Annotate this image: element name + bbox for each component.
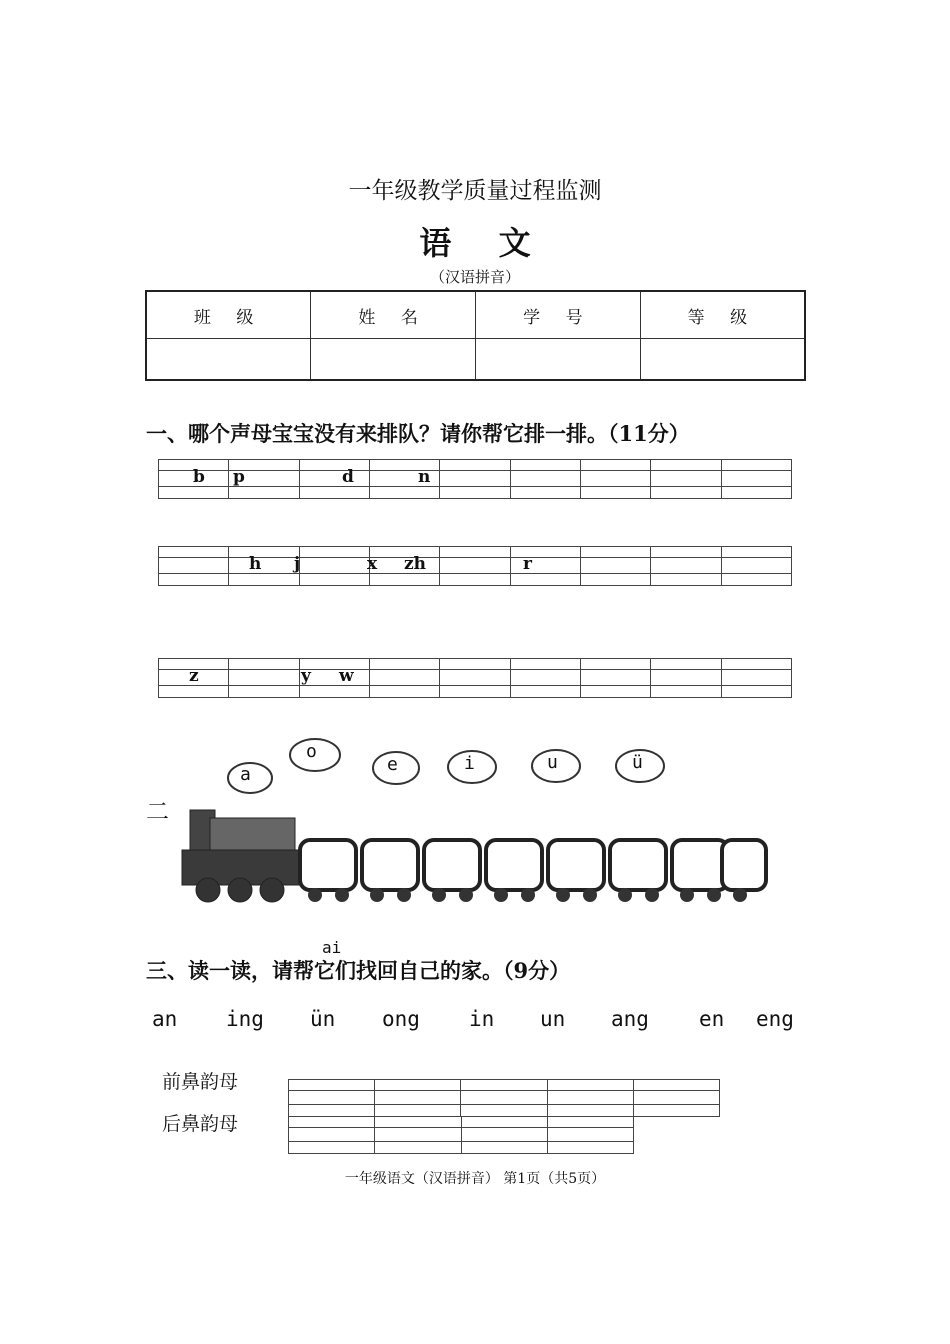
cloud-o: o [306,741,317,762]
cloud-a: a [240,764,251,785]
initial-z: z [189,666,199,686]
name-header: 姓 名 [311,291,476,339]
initial-w: w [339,666,354,686]
initial-r: r [523,554,532,574]
exam-subtitle: （汉语拼音） [429,268,520,286]
locomotive [182,810,302,902]
initial-j: j [294,554,301,574]
final-un: un [540,1007,566,1031]
section2-title: 二 [146,799,169,825]
final-in: in [469,1007,495,1031]
cloud-u: u [547,752,558,773]
final-ong: ong [382,1007,420,1031]
writing-grid-row3[interactable] [158,658,792,698]
final-un-umlaut: ün [310,1007,336,1031]
front-nasal-label: 前鼻韵母 [162,1071,239,1093]
cloud-e: e [387,754,398,775]
initial-h: h [249,554,262,574]
back-nasal-label: 后鼻韵母 [162,1113,239,1135]
cloud-u-umlaut: ü [632,752,643,773]
exam-title: 语 文 [419,224,549,262]
back-nasal-grid[interactable] [288,1116,634,1154]
initial-y: y [301,666,311,686]
final-an: an [152,1007,178,1031]
final-ing: ing [226,1007,264,1031]
initial-p: p [233,467,245,487]
student-id-header: 学 号 [476,291,641,339]
class-header: 班 级 [146,291,311,339]
name-field[interactable] [311,339,476,381]
class-field[interactable] [146,339,311,381]
initial-b: b [193,467,205,487]
vowel-clouds [228,739,664,793]
writing-grid-row1[interactable] [158,459,792,499]
front-nasal-grid[interactable] [288,1079,720,1117]
exam-supertitle: 一年级教学质量过程监测 [348,178,602,204]
cloud-i: i [464,753,475,774]
final-en: en [699,1007,725,1031]
section3-title: 三、读一读，请帮它们找回自己的家。（9分） [146,958,571,983]
writing-grid-row2[interactable] [158,546,792,586]
train-cars [300,840,766,890]
student-info-table [145,290,806,381]
page-footer: 一年级语文（汉语拼音） 第1页（共5页） [344,1171,606,1187]
stray-ai: ai [322,938,342,957]
grade-header: 等 级 [640,291,805,339]
student-id-field[interactable] [476,339,641,381]
final-ang: ang [611,1007,649,1031]
initial-n: n [418,467,431,487]
grade-field[interactable] [640,339,805,381]
section1-title: 一、哪个声母宝宝没有来排队？请你帮它排一排。（11分） [146,421,690,446]
initial-zh: zh [404,554,427,574]
train-illustration [170,730,780,915]
final-eng: eng [756,1007,794,1031]
initial-d: d [342,467,354,487]
initial-x: x [367,554,378,574]
